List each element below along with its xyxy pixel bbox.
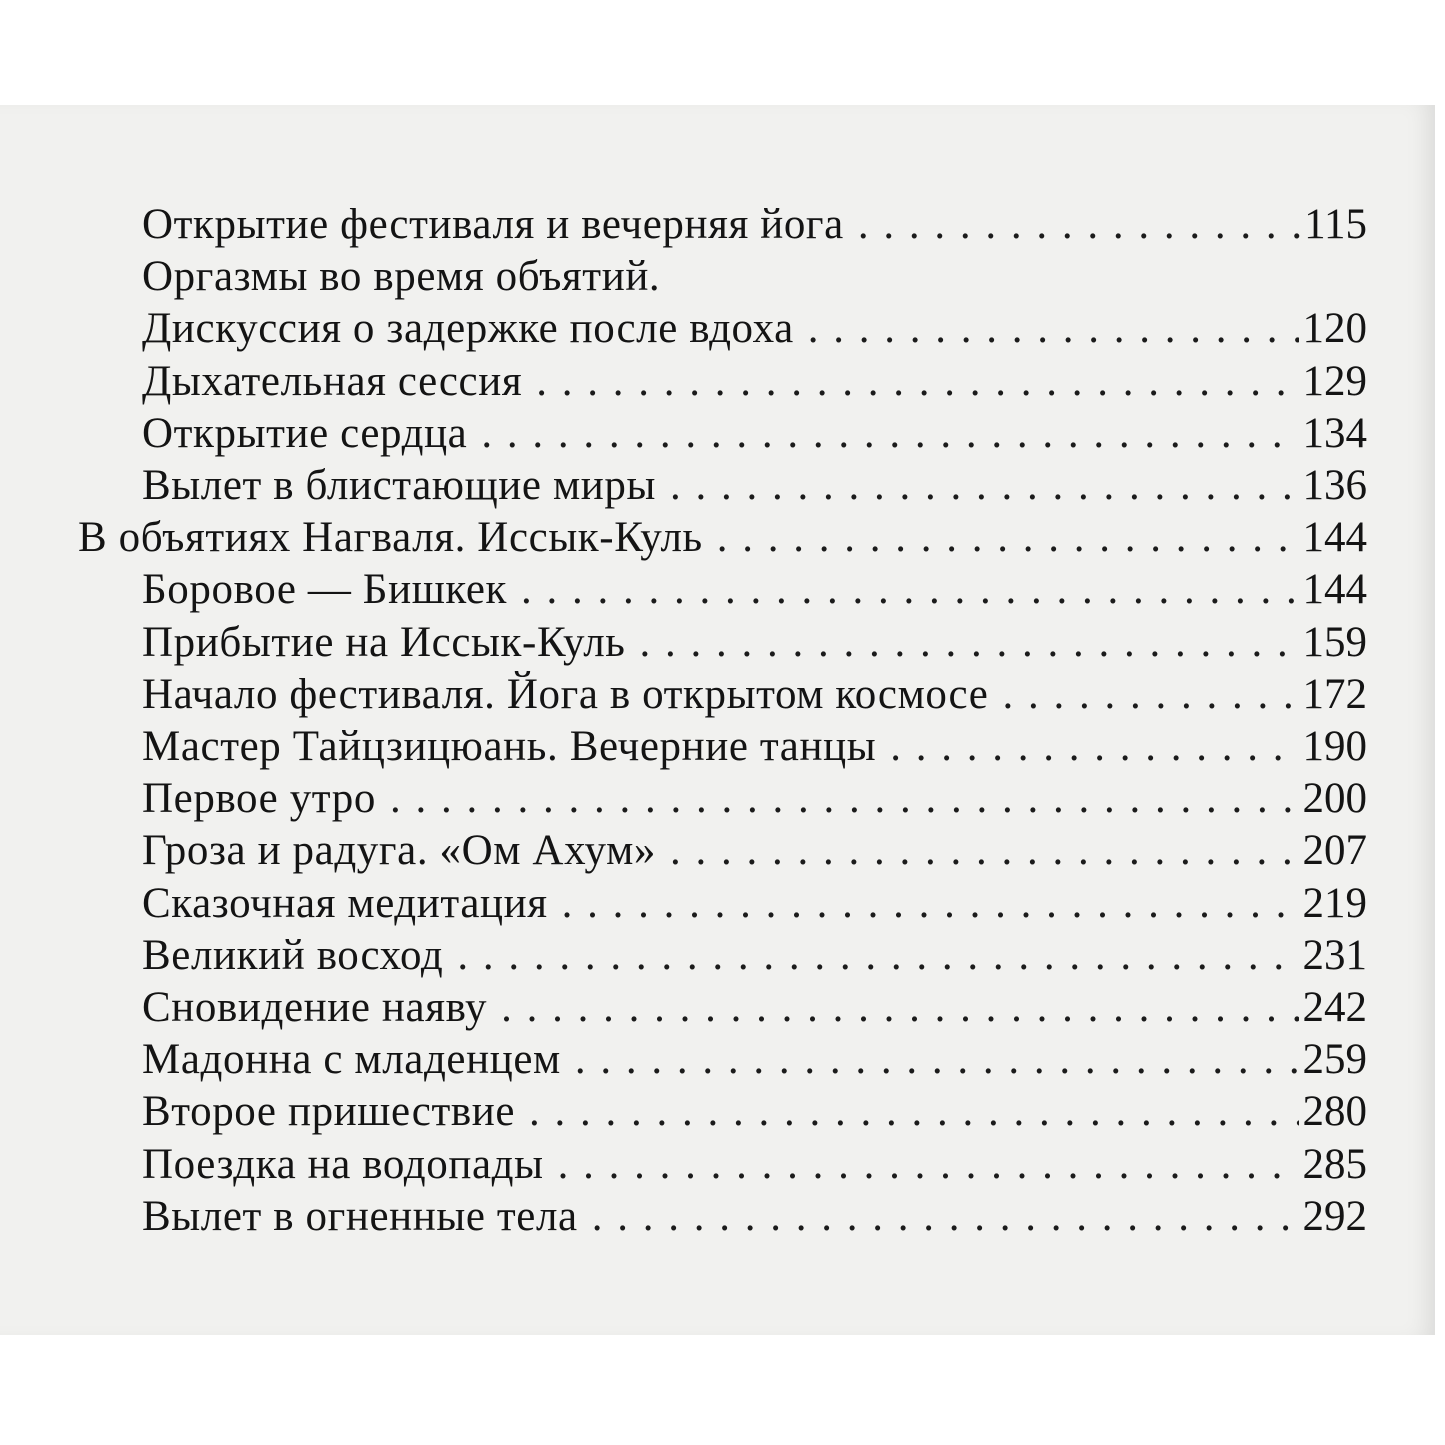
toc-entry-page-number: 200 bbox=[1302, 775, 1367, 823]
toc-entry-title: Поездка на водопады bbox=[142, 1140, 544, 1188]
toc-entry-page-number: 285 bbox=[1302, 1140, 1367, 1188]
toc-entry-title: Первое утро bbox=[142, 775, 376, 823]
dot-leader bbox=[390, 774, 1299, 824]
dot-leader bbox=[501, 983, 1298, 1033]
toc-entry-title: Сновидение наяву bbox=[142, 984, 488, 1031]
toc-entry bbox=[142, 357, 1367, 407]
toc-entry bbox=[78, 513, 1367, 563]
toc-entry-page-number: 190 bbox=[1302, 723, 1367, 770]
toc-entry bbox=[142, 304, 1367, 354]
dot-leader bbox=[1002, 670, 1298, 720]
toc-entry-page-number: 242 bbox=[1302, 984, 1367, 1031]
toc-entry-page-number: 129 bbox=[1302, 357, 1367, 405]
toc-entry-title: Великий восход bbox=[142, 931, 444, 979]
toc-entry-page-number: 120 bbox=[1302, 305, 1367, 353]
dot-leader bbox=[639, 618, 1298, 668]
dot-leader bbox=[558, 1140, 1299, 1190]
toc-entry-title: Сказочная медитация bbox=[142, 879, 548, 927]
dot-leader bbox=[592, 1192, 1299, 1242]
dot-leader bbox=[562, 879, 1299, 929]
dot-leader bbox=[890, 722, 1298, 772]
toc-entry-page-number: 292 bbox=[1302, 1192, 1367, 1240]
toc-entry bbox=[142, 826, 1367, 876]
toc-entry-page-number: 159 bbox=[1302, 618, 1367, 666]
toc-entry bbox=[142, 565, 1367, 615]
toc-entry bbox=[142, 618, 1367, 668]
toc-entry bbox=[142, 670, 1367, 720]
toc-entry-title: Дыхательная сессия bbox=[142, 357, 523, 405]
toc-entry-title: Боровое — Бишкек bbox=[142, 566, 508, 614]
toc-entry-page-number: 115 bbox=[1304, 201, 1367, 248]
toc-entry-title: В объятиях Нагваля. Иссык-Куль bbox=[78, 514, 703, 562]
toc-entry bbox=[142, 879, 1367, 929]
dot-leader bbox=[536, 357, 1298, 407]
toc-entry-page-number: 134 bbox=[1302, 409, 1367, 457]
toc-entry-title: Прибытие на Иссык-Куль bbox=[142, 618, 626, 666]
toc-entry-page-number: 207 bbox=[1302, 827, 1367, 875]
toc-entry bbox=[142, 774, 1367, 824]
toc-entry bbox=[142, 1087, 1367, 1137]
dot-leader bbox=[717, 513, 1299, 563]
toc-entry-page-number: 259 bbox=[1302, 1036, 1367, 1084]
dot-leader bbox=[521, 565, 1298, 615]
toc-entry-title: Гроза и радуга. «Ом Ахум» bbox=[142, 827, 656, 875]
toc-entry-title: Дискуссия о задержке после вдоха bbox=[142, 305, 794, 353]
toc-entry-title: Открытие фестиваля и вечерняя йога bbox=[142, 201, 844, 248]
dot-leader bbox=[808, 304, 1299, 354]
toc-entry-page-number: 144 bbox=[1302, 566, 1367, 614]
toc-entry bbox=[142, 252, 1367, 302]
toc-entry-page-number: 136 bbox=[1302, 462, 1367, 509]
toc-entry bbox=[142, 1035, 1367, 1085]
toc-entry-page-number: 219 bbox=[1302, 879, 1367, 927]
dot-leader bbox=[858, 200, 1300, 250]
toc-entry bbox=[142, 1140, 1367, 1190]
dot-leader bbox=[575, 1035, 1299, 1085]
toc-entry-title: Мастер Тайцзицюань. Вечерние танцы bbox=[142, 723, 877, 770]
dot-leader bbox=[670, 461, 1299, 511]
toc-entry bbox=[142, 1192, 1367, 1242]
toc-entry-page-number: 231 bbox=[1302, 931, 1367, 979]
toc-entry bbox=[142, 722, 1367, 772]
toc-entry bbox=[142, 409, 1367, 459]
toc-entry-page-number: 280 bbox=[1302, 1088, 1367, 1136]
toc-entry-title: Вылет в огненные тела bbox=[142, 1192, 578, 1240]
toc-entry bbox=[142, 200, 1367, 250]
toc-entry-title: Открытие сердца bbox=[142, 409, 468, 457]
toc-entry-page-number: 172 bbox=[1302, 670, 1367, 718]
toc-entry-title: Оргазмы во время объятий. bbox=[142, 253, 661, 301]
toc-entry-title: Мадонна с младенцем bbox=[142, 1036, 561, 1084]
toc-entry bbox=[142, 931, 1367, 981]
toc-entry-title: Вылет в блистающие миры bbox=[142, 462, 656, 509]
toc-entry-page-number: 144 bbox=[1302, 514, 1367, 562]
dot-leader bbox=[529, 1087, 1298, 1137]
dot-leader bbox=[670, 826, 1299, 876]
toc-entry-title: Второе пришествие bbox=[142, 1088, 516, 1136]
toc-entry bbox=[142, 983, 1367, 1033]
dot-leader bbox=[481, 409, 1298, 459]
toc-entry-title: Начало фестиваля. Йога в открытом космосе bbox=[142, 670, 989, 718]
dot-leader bbox=[457, 931, 1298, 981]
toc-entry bbox=[142, 461, 1367, 511]
